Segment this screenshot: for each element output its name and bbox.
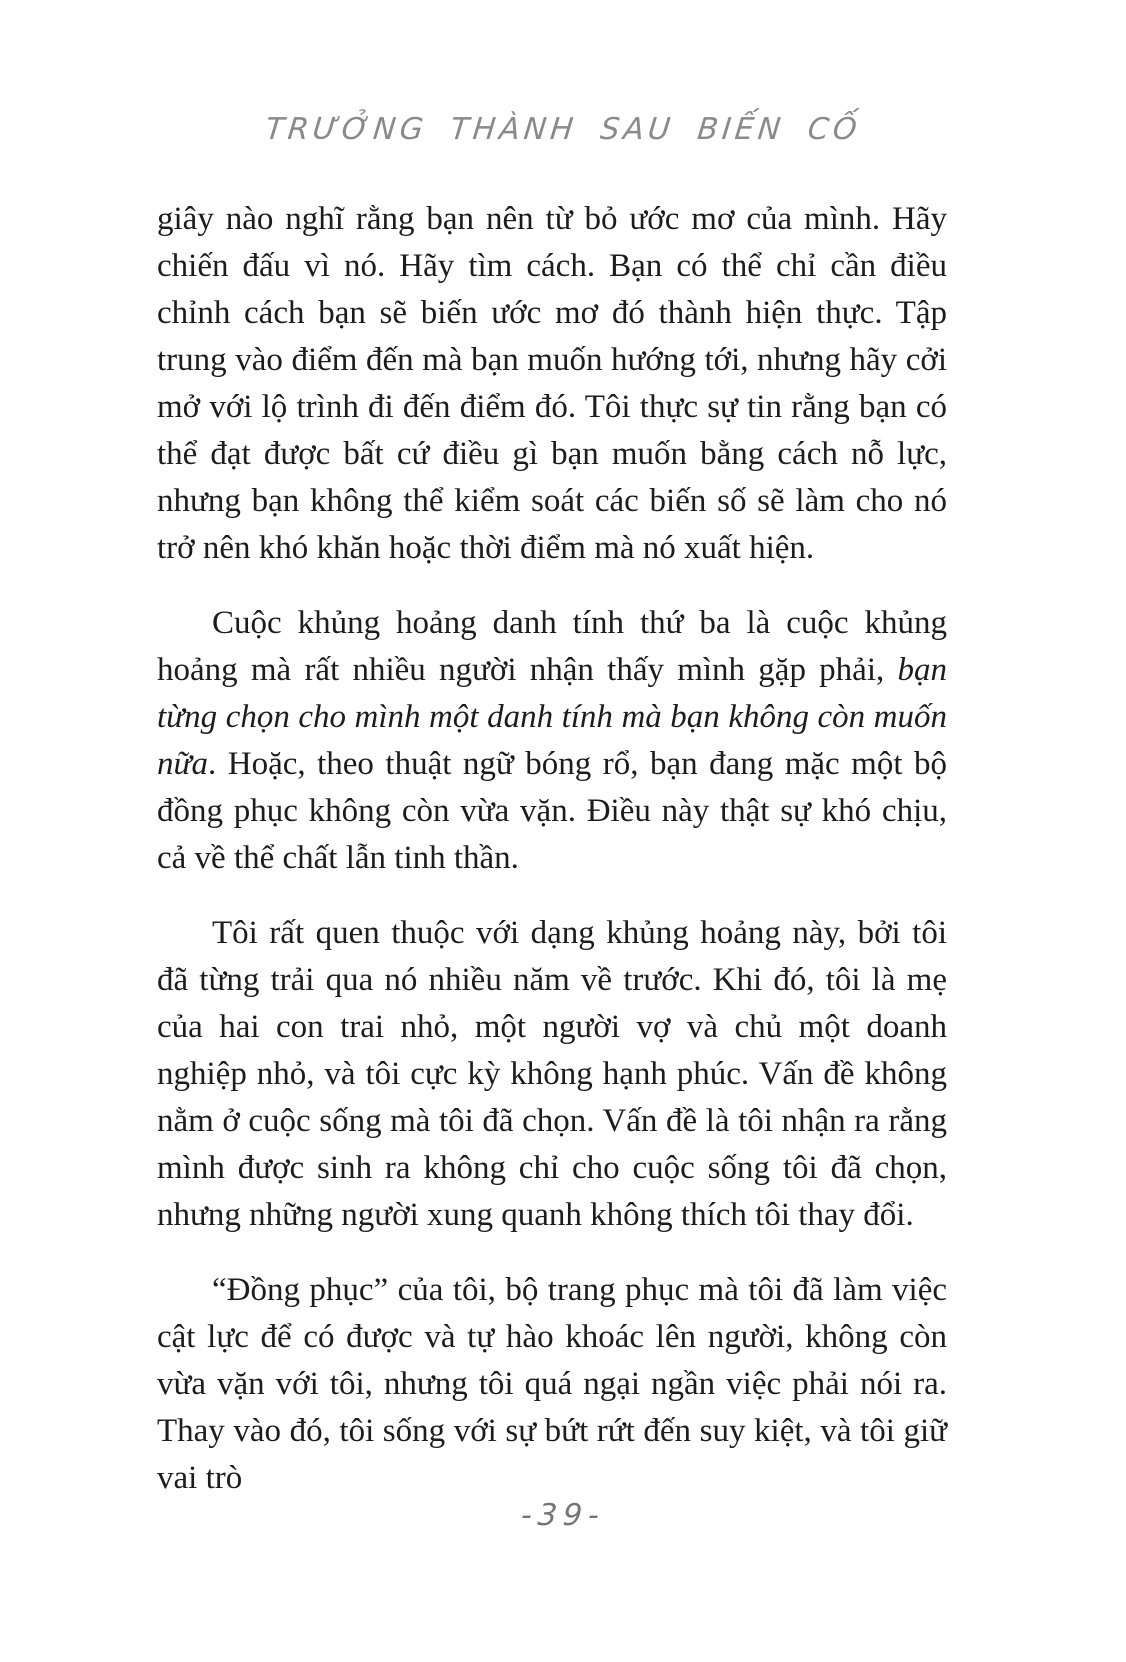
paragraph-2	[157, 600, 947, 882]
paragraph-4	[157, 1267, 947, 1502]
paragraph-3	[157, 910, 947, 1239]
paragraph-2-text-normal: Cuộc khủng hoảng danh tính thứ ba là cuộc khủng hoảng mà rất nhiều người nhận thấy mình gặp phải,	[157, 605, 947, 688]
paragraph-2-text-italic: bạn từng chọn cho mình một danh tính mà bạn không còn muốn nữa	[157, 652, 947, 782]
paragraph-2-text-normal-2: . Hoặc, theo thuật ngữ bóng rổ, bạn đang mặc một bộ đồng phục không còn vừa vặn. Điều này thật sự khó chịu, cả về thể chất lẫn tinh thần.	[157, 746, 947, 876]
paragraph-1-text: giây nào nghĩ rằng bạn nên từ bỏ ước mơ của mình. Hãy chiến đấu vì nó. Hãy tìm cách. Bạn có thể chỉ cần điều chỉnh cách bạn sẽ biến ước mơ đó thành hiện thực. Tập trung vào điểm đến mà bạn muốn hướng tới, nhưng hãy cởi mở với lộ trình đi đến điểm đó. Tôi thực sự tin rằng bạn có thể đạt được bất cứ điều gì bạn muốn bằng cách nỗ lực, nhưng bạn không thể kiểm soát các biến số sẽ làm cho nó trở nên khó khăn hoặc thời điểm mà nó xuất hiện.	[157, 201, 947, 566]
paragraph-3-text: Tôi rất quen thuộc với dạng khủng hoảng này, bởi tôi đã từng trải qua nó nhiều năm về trước. Khi đó, tôi là mẹ của hai con trai nhỏ, một người vợ và chủ một doanh nghiệp nhỏ, và tôi cực kỳ không hạnh phúc. Vấn đề không nằm ở cuộc sống mà tôi đã chọn. Vấn đề là tôi nhận ra rằng mình được sinh ra không chỉ cho cuộc sống tôi đã chọn, nhưng những người xung quanh không thích tôi thay đổi.	[157, 915, 947, 1233]
paragraph-1	[157, 196, 947, 572]
paragraph-4-text: “Đồng phục” của tôi, bộ trang phục mà tôi đã làm việc cật lực để có được và tự hào khoác lên người, không còn vừa vặn với tôi, nhưng tôi quá ngại ngần việc phải nói ra. Thay vào đó, tôi sống với sự bứt rứt đến suy kiệt, và tôi giữ vai trò	[157, 1272, 947, 1496]
page-number: -39-	[519, 1498, 607, 1533]
running-header-title: TRƯỞNG THÀNH SAU BIẾN CỐ	[263, 112, 863, 147]
page-body	[157, 196, 947, 1530]
